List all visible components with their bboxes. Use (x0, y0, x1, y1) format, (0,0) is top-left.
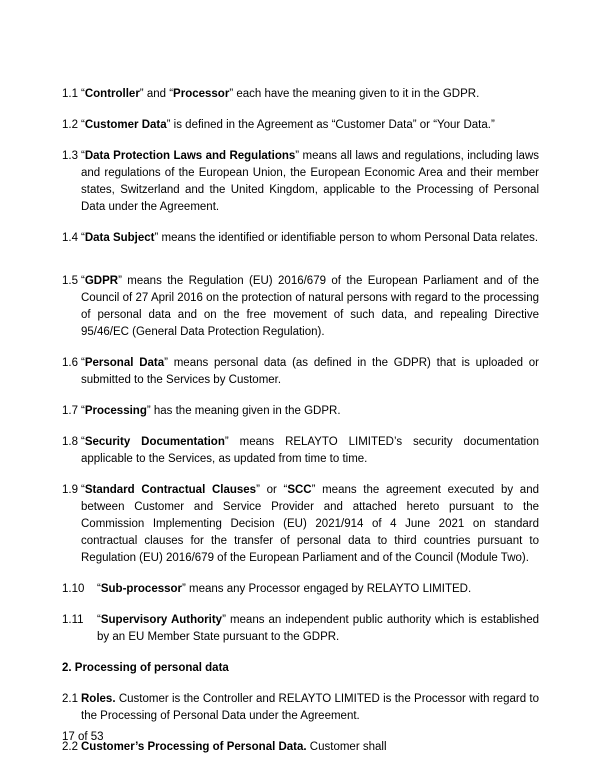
definition-1-1 (62, 86, 539, 103)
paragraph-number: 1.5 (62, 275, 78, 287)
paragraph-number: 1.6 (62, 357, 78, 369)
definition-1-5 (62, 273, 539, 341)
paragraph-number: 1.11 (62, 614, 84, 626)
paragraph-text: Customer’s Processing of Personal Data. Customer shall (81, 741, 387, 753)
definition-1-4 (62, 230, 539, 247)
section-2-heading: 2. Processing of personal data (62, 662, 229, 674)
paragraph-number: 1.3 (62, 150, 78, 162)
paragraph-text: “Data Protection Laws and Regulations” means all laws and regulations, including laws and regulations of the European Union, the European Economic Area and their member states, Switzerland and the United Kingdom, applicable to the Processing of Personal Data under the Agreement. (81, 150, 540, 213)
paragraph-text: “Data Subject” means the identified or identifiable person to whom Personal Data relates. (81, 232, 539, 244)
paragraph-text: “Controller” and “Processor” each have the meaning given to it in the GDPR. (81, 88, 480, 100)
paragraph-number: 1.2 (62, 119, 78, 131)
document-body (62, 86, 539, 770)
paragraph-text: “Sub-processor” means any Processor engaged by RELAYTO LIMITED. (97, 583, 472, 595)
definition-1-11 (62, 612, 539, 646)
paragraph-number: 1.10 (62, 583, 85, 595)
paragraph-number: 1.4 (62, 232, 78, 244)
paragraph-number: 1.8 (62, 436, 78, 448)
paragraph-text: “GDPR” means the Regulation (EU) 2016/679 of the European Parliament and of the Council of 27 April 2016 on the protection of natural persons with regard to the processing of personal data and on the free movement of such data, and repealing Directive 95/46/EC (General Data Protection Regulation). (81, 275, 539, 338)
paragraph-number: 1.9 (62, 484, 78, 496)
paragraph-text: “Processing” has the meaning given in the GDPR. (81, 405, 341, 417)
definition-1-10 (62, 581, 539, 598)
paragraph-number: 2.2 (62, 741, 78, 753)
definition-1-2 (62, 117, 539, 134)
paragraph-text: “Standard Contractual Clauses” or “SCC” means the agreement executed by and between Customer and Service Provider and attached hereto pursuant to the Commission Implementing Decision (EU) 2021/914 of 4 June 2021 on standard contractual clauses for the transfer of personal data to third countries pursuant to Regulation (EU) 2016/679 of the European Parliament and of the Council (Module Two). (81, 484, 539, 564)
paragraph-number: 1.1 (62, 88, 78, 100)
paragraph-number: 1.7 (62, 405, 78, 417)
page-number: 17 of 53 (62, 731, 104, 743)
definition-1-7 (62, 403, 539, 420)
paragraph-text: “Customer Data” is defined in the Agreement as “Customer Data” or “Your Data.” (81, 119, 495, 131)
clause-2-2 (62, 739, 539, 756)
paragraph-number: 2.1 (62, 693, 78, 705)
paragraph-text: Roles. Customer is the Controller and RELAYTO LIMITED is the Processor with regard to the Processing of Personal Data under the Agreement. (81, 693, 539, 722)
paragraph-text: “Supervisory Authority” means an independent public authority which is established by an EU Member State pursuant to the GDPR. (97, 614, 539, 643)
definition-1-9 (62, 482, 539, 567)
paragraph-text: “Security Documentation” means RELAYTO LIMITED’s security documentation applicable to the Services, as updated from time to time. (81, 436, 539, 465)
paragraph-text: “Personal Data” means personal data (as defined in the GDPR) that is uploaded or submitted to the Services by Customer. (81, 357, 539, 386)
clause-2-1 (62, 691, 539, 725)
definition-1-3 (62, 148, 539, 216)
definition-1-8 (62, 434, 539, 468)
definition-1-6 (62, 355, 539, 389)
